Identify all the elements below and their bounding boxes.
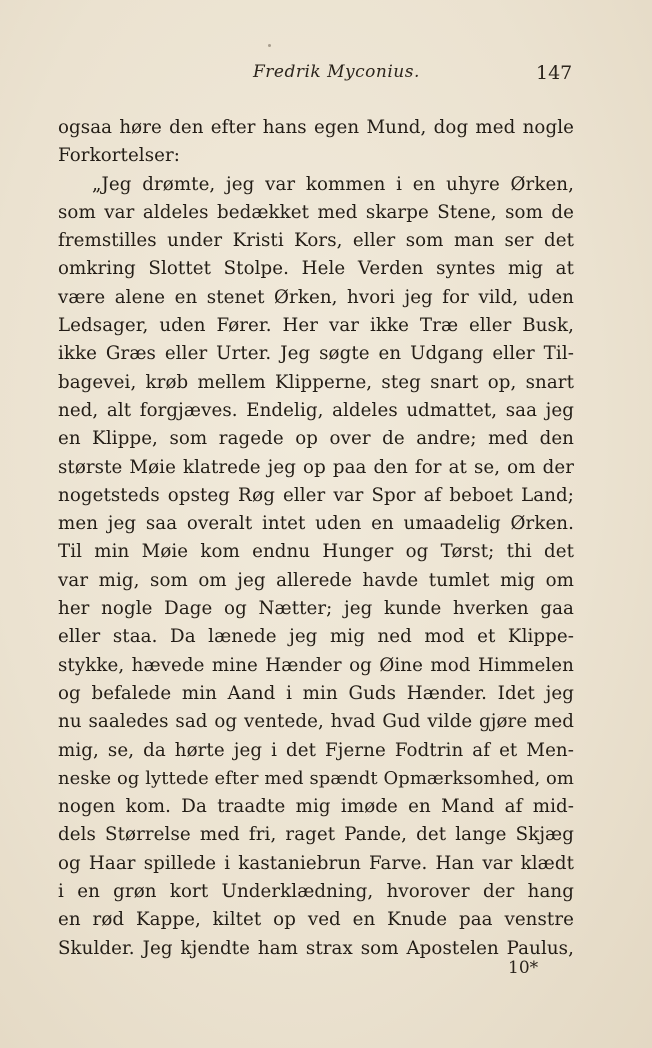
- text-line: i en grøn kort Underklædning, hvorover der hang: [58, 881, 574, 903]
- text-line: ikke Græs eller Urter. Jeg søgte en Udgang eller Til-: [58, 343, 574, 365]
- running-title: Fredrik Myconius.: [253, 62, 420, 82]
- text-line: eller staa. Da lænede jeg mig ned mod et Klippe-: [58, 626, 574, 648]
- text-line: fremstilles under Kristi Kors, eller som man ser det: [58, 230, 574, 252]
- text-line: som var aldeles bedækket med skarpe Stene, som de: [58, 201, 574, 223]
- text-line: Ledsager, uden Fører. Her var ikke Træ eller Busk,: [58, 315, 574, 337]
- text-line: bagevei, krøb mellem Klipperne, steg snart op, snart: [58, 371, 574, 393]
- text-line: og befalede min Aand i min Guds Hænder. Idet jeg: [58, 682, 574, 704]
- text-line: ned, alt forgjæves. Endelig, aldeles udmattet, saa jeg: [58, 399, 574, 421]
- text-line: Forkortelser:: [58, 145, 181, 167]
- text-line: en rød Kappe, kiltet op ved en Knude paa venstre: [58, 909, 574, 931]
- text-line: „Jeg drømte, jeg var kommen i en uhyre Ørken,: [92, 173, 574, 195]
- text-line: nu saaledes sad og ventede, hvad Gud vilde gjøre med: [58, 711, 574, 733]
- text-line: stykke, hævede mine Hænder og Øine mod Himmelen: [58, 654, 574, 676]
- text-line: mig, se, da hørte jeg i det Fjerne Fodtrin af et Men-: [58, 739, 574, 761]
- page-number: 147: [536, 62, 573, 84]
- text-line: ogsaa høre den efter hans egen Mund, dog med nogle: [58, 117, 574, 138]
- text-line: men jeg saa overalt intet uden en umaadelig Ørken.: [58, 513, 574, 535]
- text-line: dels Størrelse med fri, raget Pande, det lange Skjæg: [58, 824, 574, 846]
- text-line: være alene en stenet Ørken, hvori jeg for vild, uden: [58, 286, 574, 308]
- text-line: nogetsteds opsteg Røg eller var Spor af beboet Land;: [58, 484, 574, 506]
- text-line: Til min Møie kom endnu Hunger og Tørst; thi det: [58, 541, 574, 563]
- text-line: nogen kom. Da traadte mig imøde en Mand af mid-: [58, 796, 574, 818]
- text-line: Skulder. Jeg kjendte ham strax som Apostelen Paulus,: [58, 937, 574, 959]
- text-line: var mig, som om jeg allerede havde tumlet mig om: [58, 569, 574, 591]
- text-line: neske og lyttede efter med spændt Opmærksomhed, om: [58, 767, 574, 789]
- paper-speck: [268, 44, 271, 47]
- text-line: største Møie klatrede jeg op paa den for at se, om der: [58, 456, 574, 478]
- signature-mark: 10*: [508, 958, 539, 978]
- text-line: en Klippe, som ragede op over de andre; med den: [58, 428, 574, 450]
- text-line: og Haar spillede i kastaniebrun Farve. Han var klædt: [58, 852, 574, 874]
- text-line: her nogle Dage og Nætter; jeg kunde hverken gaa: [58, 598, 574, 620]
- body-text: [58, 114, 574, 963]
- text-line: omkring Slottet Stolpe. Hele Verden syntes mig at: [58, 258, 574, 280]
- running-head: [0, 60, 652, 90]
